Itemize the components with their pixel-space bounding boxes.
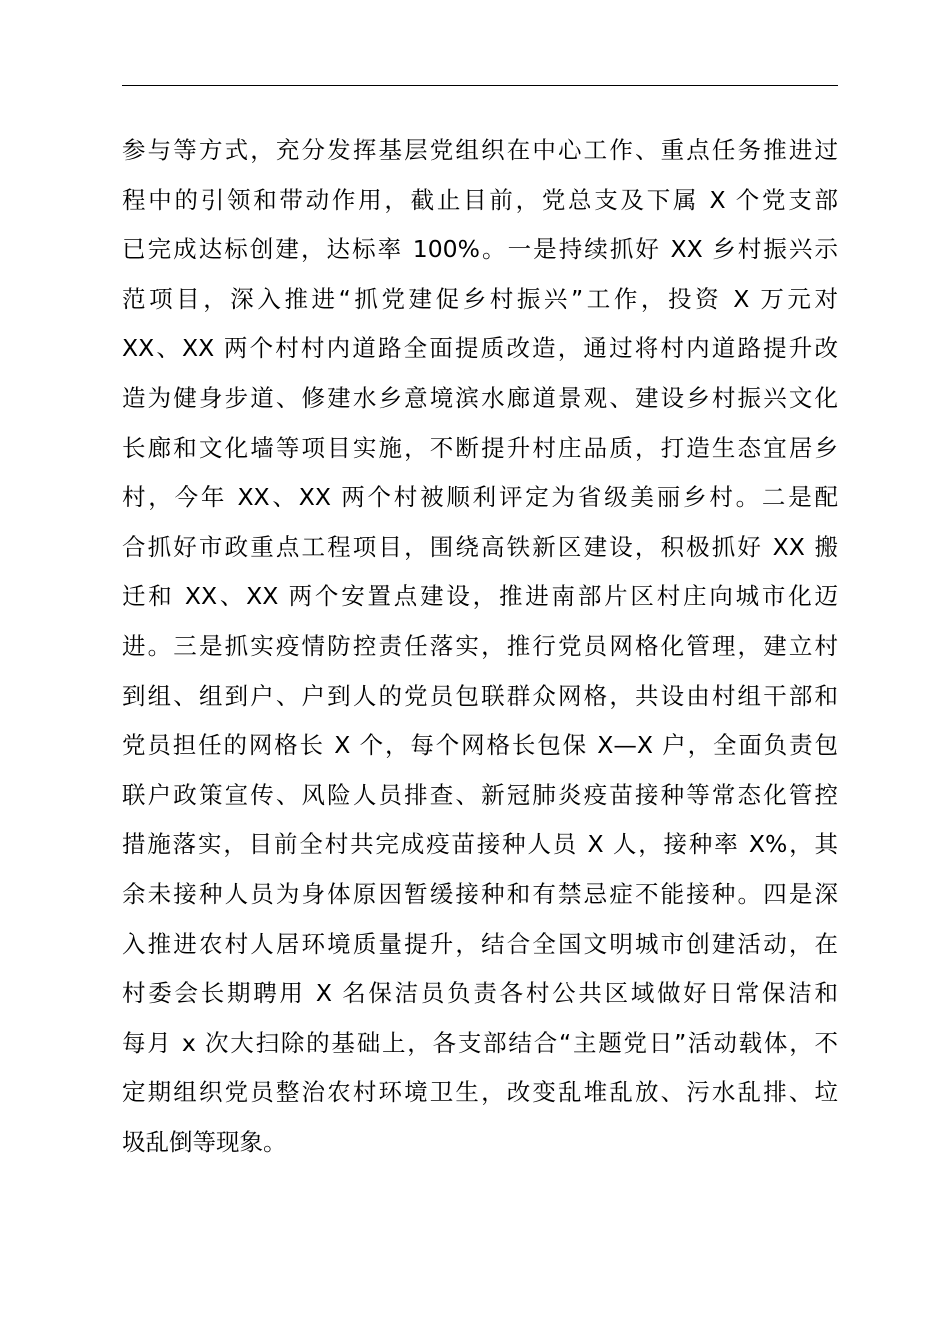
text-line: 每月 x 次大扫除的基础上，各支部结合“主题党日”活动载体，不 xyxy=(122,1028,838,1057)
text-line: 到组、组到户、户到人的党员包联群众网格，共设由村组干部和 xyxy=(122,681,838,710)
text-line: 村，今年 XX、XX 两个村被顺利评定为省级美丽乡村。二是配 xyxy=(122,483,838,512)
text-line: 措施落实，目前全村共完成疫苗接种人员 X 人，接种率 X%，其 xyxy=(122,830,838,859)
text-line: 进。三是抓实疫情防控责任落实，推行党员网格化管理，建立村 xyxy=(122,631,838,660)
text-line: 定期组织党员整治农村环境卫生，改变乱堆乱放、污水乱排、垃 xyxy=(122,1078,838,1107)
text-line: 村委会长期聘用 X 名保洁员负责各村公共区域做好日常保洁和 xyxy=(122,979,838,1008)
text-line: 联户政策宣传、风险人员排查、新冠肺炎疫苗接种等常态化管控 xyxy=(122,780,838,809)
text-line: XX、XX 两个村村内道路全面提质改造，通过将村内道路提升改 xyxy=(122,334,838,363)
text-line: 入推进农村人居环境质量提升，结合全国文明城市创建活动，在 xyxy=(122,929,838,958)
text-line: 参与等方式，充分发挥基层党组织在中心工作、重点任务推进过 xyxy=(122,136,838,164)
text-line: 圾乱倒等现象。 xyxy=(122,1127,287,1156)
text-line: 长廊和文化墙等项目实施，不断提升村庄品质，打造生态宜居乡 xyxy=(122,433,838,462)
text-line: 范项目，深入推进“抓党建促乡村振兴”工作，投资 X 万元对 xyxy=(122,284,838,313)
text-line: 余未接种人员为身体原因暂缓接种和有禁忌症不能接种。四是深 xyxy=(122,879,838,908)
text-line: 已完成达标创建，达标率 100%。一是持续抓好 XX 乡村振兴示 xyxy=(122,235,838,264)
text-line: 党员担任的网格长 X 个，每个网格长包保 X—X 户，全面负责包 xyxy=(122,731,838,760)
header-rule xyxy=(122,85,838,86)
text-line: 迁和 XX、XX 两个安置点建设，推进南部片区村庄向城市化迈 xyxy=(122,582,838,611)
text-line: 合抓好市政重点工程项目，围绕高铁新区建设，积极抓好 XX 搬 xyxy=(122,532,838,561)
body-paragraph xyxy=(122,126,838,1167)
text-line: 造为健身步道、修建水乡意境滨水廊道景观、建设乡村振兴文化 xyxy=(122,383,838,412)
text-line: 程中的引领和带动作用，截止目前，党总支及下属 X 个党支部 xyxy=(122,185,838,214)
